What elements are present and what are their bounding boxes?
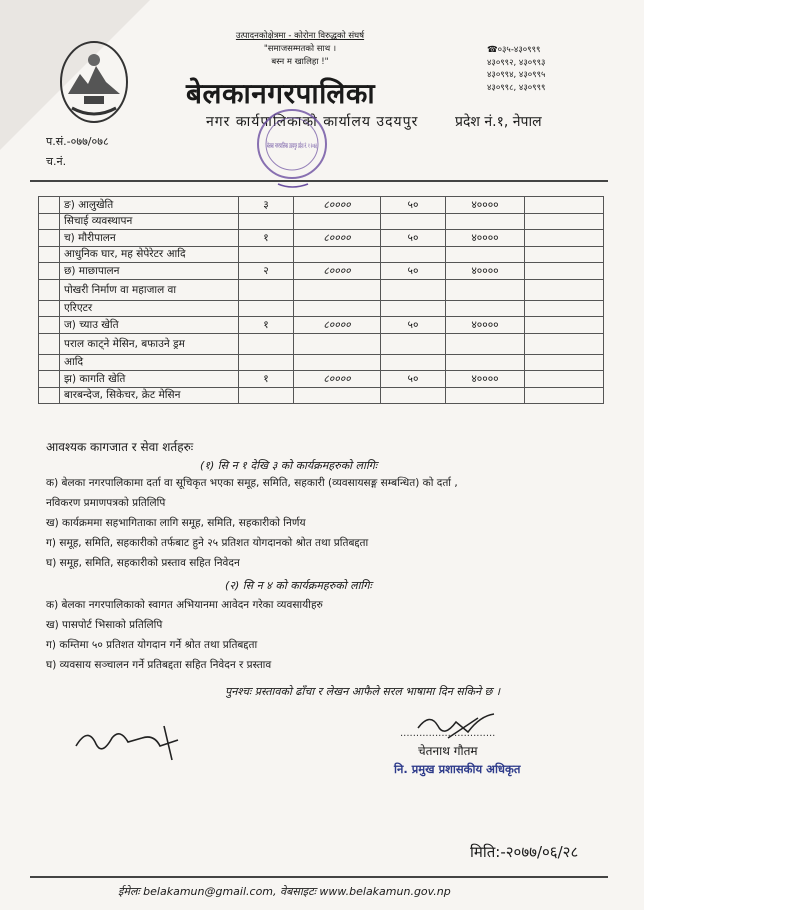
list-item: ख) कार्यक्रममा सहभागिताका लागि समूह, समिति, सहकारीको निर्णय (46, 517, 306, 529)
dispatch-number: च.नं. (46, 155, 67, 168)
municipality-name: बेलकानगरपालिका (186, 77, 376, 110)
document-date: मिति:-२०७७/०६/२८ (470, 843, 579, 861)
cell-empty (525, 230, 604, 247)
cell-percent (381, 387, 446, 404)
cell-percent (381, 279, 446, 300)
cell-qty (239, 333, 294, 354)
cell-subsidy (446, 213, 525, 230)
stamp-text: बेलका नगरपालिका उदयपुर प्रदेश नं. १ २०७३ (267, 142, 382, 150)
cell-empty (525, 197, 604, 214)
cell-qty (239, 213, 294, 230)
section2-list (46, 598, 606, 678)
cell-amount (294, 213, 381, 230)
list-item: ख) पासपोर्ट भिसाको प्रतिलिपि (46, 619, 163, 631)
phone-line: ☎०३५-४३०९९९ (487, 45, 541, 55)
cell-percent (381, 333, 446, 354)
cell-amount: ८०००० (294, 317, 381, 334)
cell-label: सिचाई व्यवस्थापन (60, 213, 239, 230)
cell-label: एरिएटर (60, 300, 239, 317)
cell-empty (39, 333, 60, 354)
cell-qty (239, 300, 294, 317)
table-row (39, 333, 604, 354)
cell-empty (525, 213, 604, 230)
cell-percent: ५० (381, 230, 446, 247)
header-divider (30, 180, 608, 182)
cell-qty: १ (239, 317, 294, 334)
cell-subsidy: ४०००० (446, 263, 525, 280)
cell-qty: २ (239, 263, 294, 280)
cell-qty: १ (239, 371, 294, 388)
province-label: प्रदेश नं.१, नेपाल (455, 114, 542, 130)
reference-number: प.सं.-०७७/०७८ (46, 135, 109, 148)
cell-qty: ३ (239, 197, 294, 214)
cell-empty (525, 333, 604, 354)
cell-amount (294, 300, 381, 317)
cell-subsidy: ४०००० (446, 317, 525, 334)
cell-empty (525, 279, 604, 300)
cell-label: आधुनिक घार, मह सेपेरेटर आदि (60, 246, 239, 263)
cell-amount (294, 387, 381, 404)
cell-label: पराल काट्ने मेसिन, बफाउने ड्रम (60, 333, 239, 354)
cell-subsidy: ४०००० (446, 197, 525, 214)
cell-subsidy: ४०००० (446, 371, 525, 388)
cell-qty (239, 387, 294, 404)
cell-empty (39, 263, 60, 280)
table-row (39, 197, 604, 214)
cell-empty (525, 387, 604, 404)
cell-percent (381, 213, 446, 230)
cell-label: छ) माछापालन (60, 263, 239, 280)
cell-empty (39, 279, 60, 300)
cell-amount: ८०००० (294, 263, 381, 280)
cell-label: पोखरी निर्माण वा महाजाल वा (60, 279, 239, 300)
slogan-line-1: उत्पादनकोक्षेत्रमा - कोरोना विरुद्धको संघर्ष (235, 31, 365, 41)
cell-label: आदि (60, 354, 239, 371)
cell-empty (39, 387, 60, 404)
cell-empty (525, 300, 604, 317)
table-row (39, 317, 604, 334)
phone-line: ४३०९९८, ४३०९९९ (487, 82, 546, 93)
list-item: क) बेलका नगरपालिकामा दर्ता वा सूचिकृत भएका समूह, समिति, सहकारी (व्यवसायसङ्ग सम्बन्धित) को दर्ता , (46, 477, 458, 489)
cell-empty (39, 317, 60, 334)
table-row (39, 354, 604, 371)
cell-amount (294, 246, 381, 263)
cell-percent: ५० (381, 263, 446, 280)
table-row (39, 387, 604, 404)
cell-subsidy (446, 246, 525, 263)
cell-qty (239, 279, 294, 300)
cell-percent (381, 246, 446, 263)
cell-subsidy: ४०००० (446, 230, 525, 247)
cell-percent (381, 354, 446, 371)
office-stamp (238, 100, 382, 192)
cell-subsidy (446, 354, 525, 371)
list-item: ग) कम्तिमा ५० प्रतिशत योगदान गर्ने श्रोत तथा प्रतिबद्दता (46, 639, 258, 651)
cell-amount: ८०००० (294, 371, 381, 388)
phone-line: ४३०९९२, ४३०९९३ (487, 57, 546, 68)
slogan-line-3: बस्न म खालिहा !" (271, 57, 329, 67)
phone-numbers (487, 44, 597, 94)
officer-name: चेतनाथ गौतम (418, 744, 478, 758)
cell-percent: ५० (381, 317, 446, 334)
table-row (39, 213, 604, 230)
table-row (39, 279, 604, 300)
list-item: घ) व्यवसाय सञ्चालन गर्ने प्रतिबद्दता सहित निवेदन र प्रस्ताव (46, 659, 272, 671)
phone-line: ४३०९९४, ४३०९९५ (487, 70, 546, 80)
cell-percent (381, 300, 446, 317)
cell-empty (39, 230, 60, 247)
nepal-emblem-icon (58, 38, 130, 124)
office-location: उदयपुर (376, 114, 419, 130)
cell-empty (525, 246, 604, 263)
table-row (39, 230, 604, 247)
cell-subsidy (446, 300, 525, 317)
section1-list (46, 476, 606, 576)
requirements-heading: आवश्यक कागजात र सेवा शर्तहरुः (46, 440, 194, 454)
cell-empty (39, 246, 60, 263)
office-label: नगर कार्यपालिकाको कार्यालय (206, 114, 371, 130)
cell-percent: ५० (381, 371, 446, 388)
cell-amount (294, 333, 381, 354)
list-item: नविकरण प्रमाणपत्रको प्रतिलिपि (46, 497, 166, 509)
cell-empty (525, 354, 604, 371)
cell-amount: ८०००० (294, 230, 381, 247)
cell-empty (525, 371, 604, 388)
cell-subsidy (446, 333, 525, 354)
cell-qty (239, 246, 294, 263)
cell-empty (525, 317, 604, 334)
cell-label: ज) च्याउ खेति (60, 317, 239, 334)
cell-amount: ८०००० (294, 197, 381, 214)
cell-empty (525, 263, 604, 280)
list-item: क) बेलका नगरपालिकाको स्वागत अभियानमा आवेदन गरेका व्यवसायीहरु (46, 599, 323, 611)
cell-empty (39, 300, 60, 317)
table-row (39, 371, 604, 388)
list-item: ग) समूह, समिति, सहकारीको तर्फबाट हुने २५ प्रतिशत योगदानको श्रोत तथा प्रतिबद्दता (46, 537, 369, 549)
cell-subsidy (446, 279, 525, 300)
cell-label: ङ) आलुखेति (60, 197, 239, 214)
cell-empty (39, 213, 60, 230)
cell-subsidy (446, 387, 525, 404)
table-row (39, 300, 604, 317)
cell-percent: ५० (381, 197, 446, 214)
left-signature (68, 716, 188, 764)
table-row (39, 246, 604, 263)
subsidy-table (38, 196, 604, 404)
header-slogan (210, 30, 390, 69)
cell-qty: १ (239, 230, 294, 247)
cell-amount (294, 354, 381, 371)
table-row (39, 263, 604, 280)
cell-amount (294, 279, 381, 300)
signature-line: .............................. (400, 728, 496, 739)
cell-qty (239, 354, 294, 371)
slogan-line-2: "समाजसम्मतको साथ । (263, 44, 337, 54)
footer-contact: ईमेलः belakamun@gmail.com, वेबसाइटः www.belakamun.gov.np (118, 885, 451, 898)
cell-label: च) मौरीपालन (60, 230, 239, 247)
section2-title: (२) सि न ४ को कार्यक्रमहरुको लागिः (225, 579, 372, 592)
officer-title: नि. प्रमुख प्रशासकीय अधिकृत (394, 762, 521, 776)
cell-label: झ) कागति खेति (60, 371, 239, 388)
footer-divider (30, 876, 608, 878)
cell-empty (39, 197, 60, 214)
list-item: घ) समूह, समिति, सहकारीको प्रस्ताव सहित निवेदन (46, 557, 240, 569)
cell-empty (39, 354, 60, 371)
cell-empty (39, 371, 60, 388)
cell-label: बारबन्देज, सिकेचर, क्रेट मेसिन (60, 387, 239, 404)
closing-note: पुनश्चः प्रस्तावको ढाँचा र लेखन आफैले सरल भाषामा दिन सकिने छ । (225, 685, 501, 698)
section1-title: (१) सि न १ देखि ३ को कार्यक्रमहरुको लागिः (200, 459, 378, 472)
